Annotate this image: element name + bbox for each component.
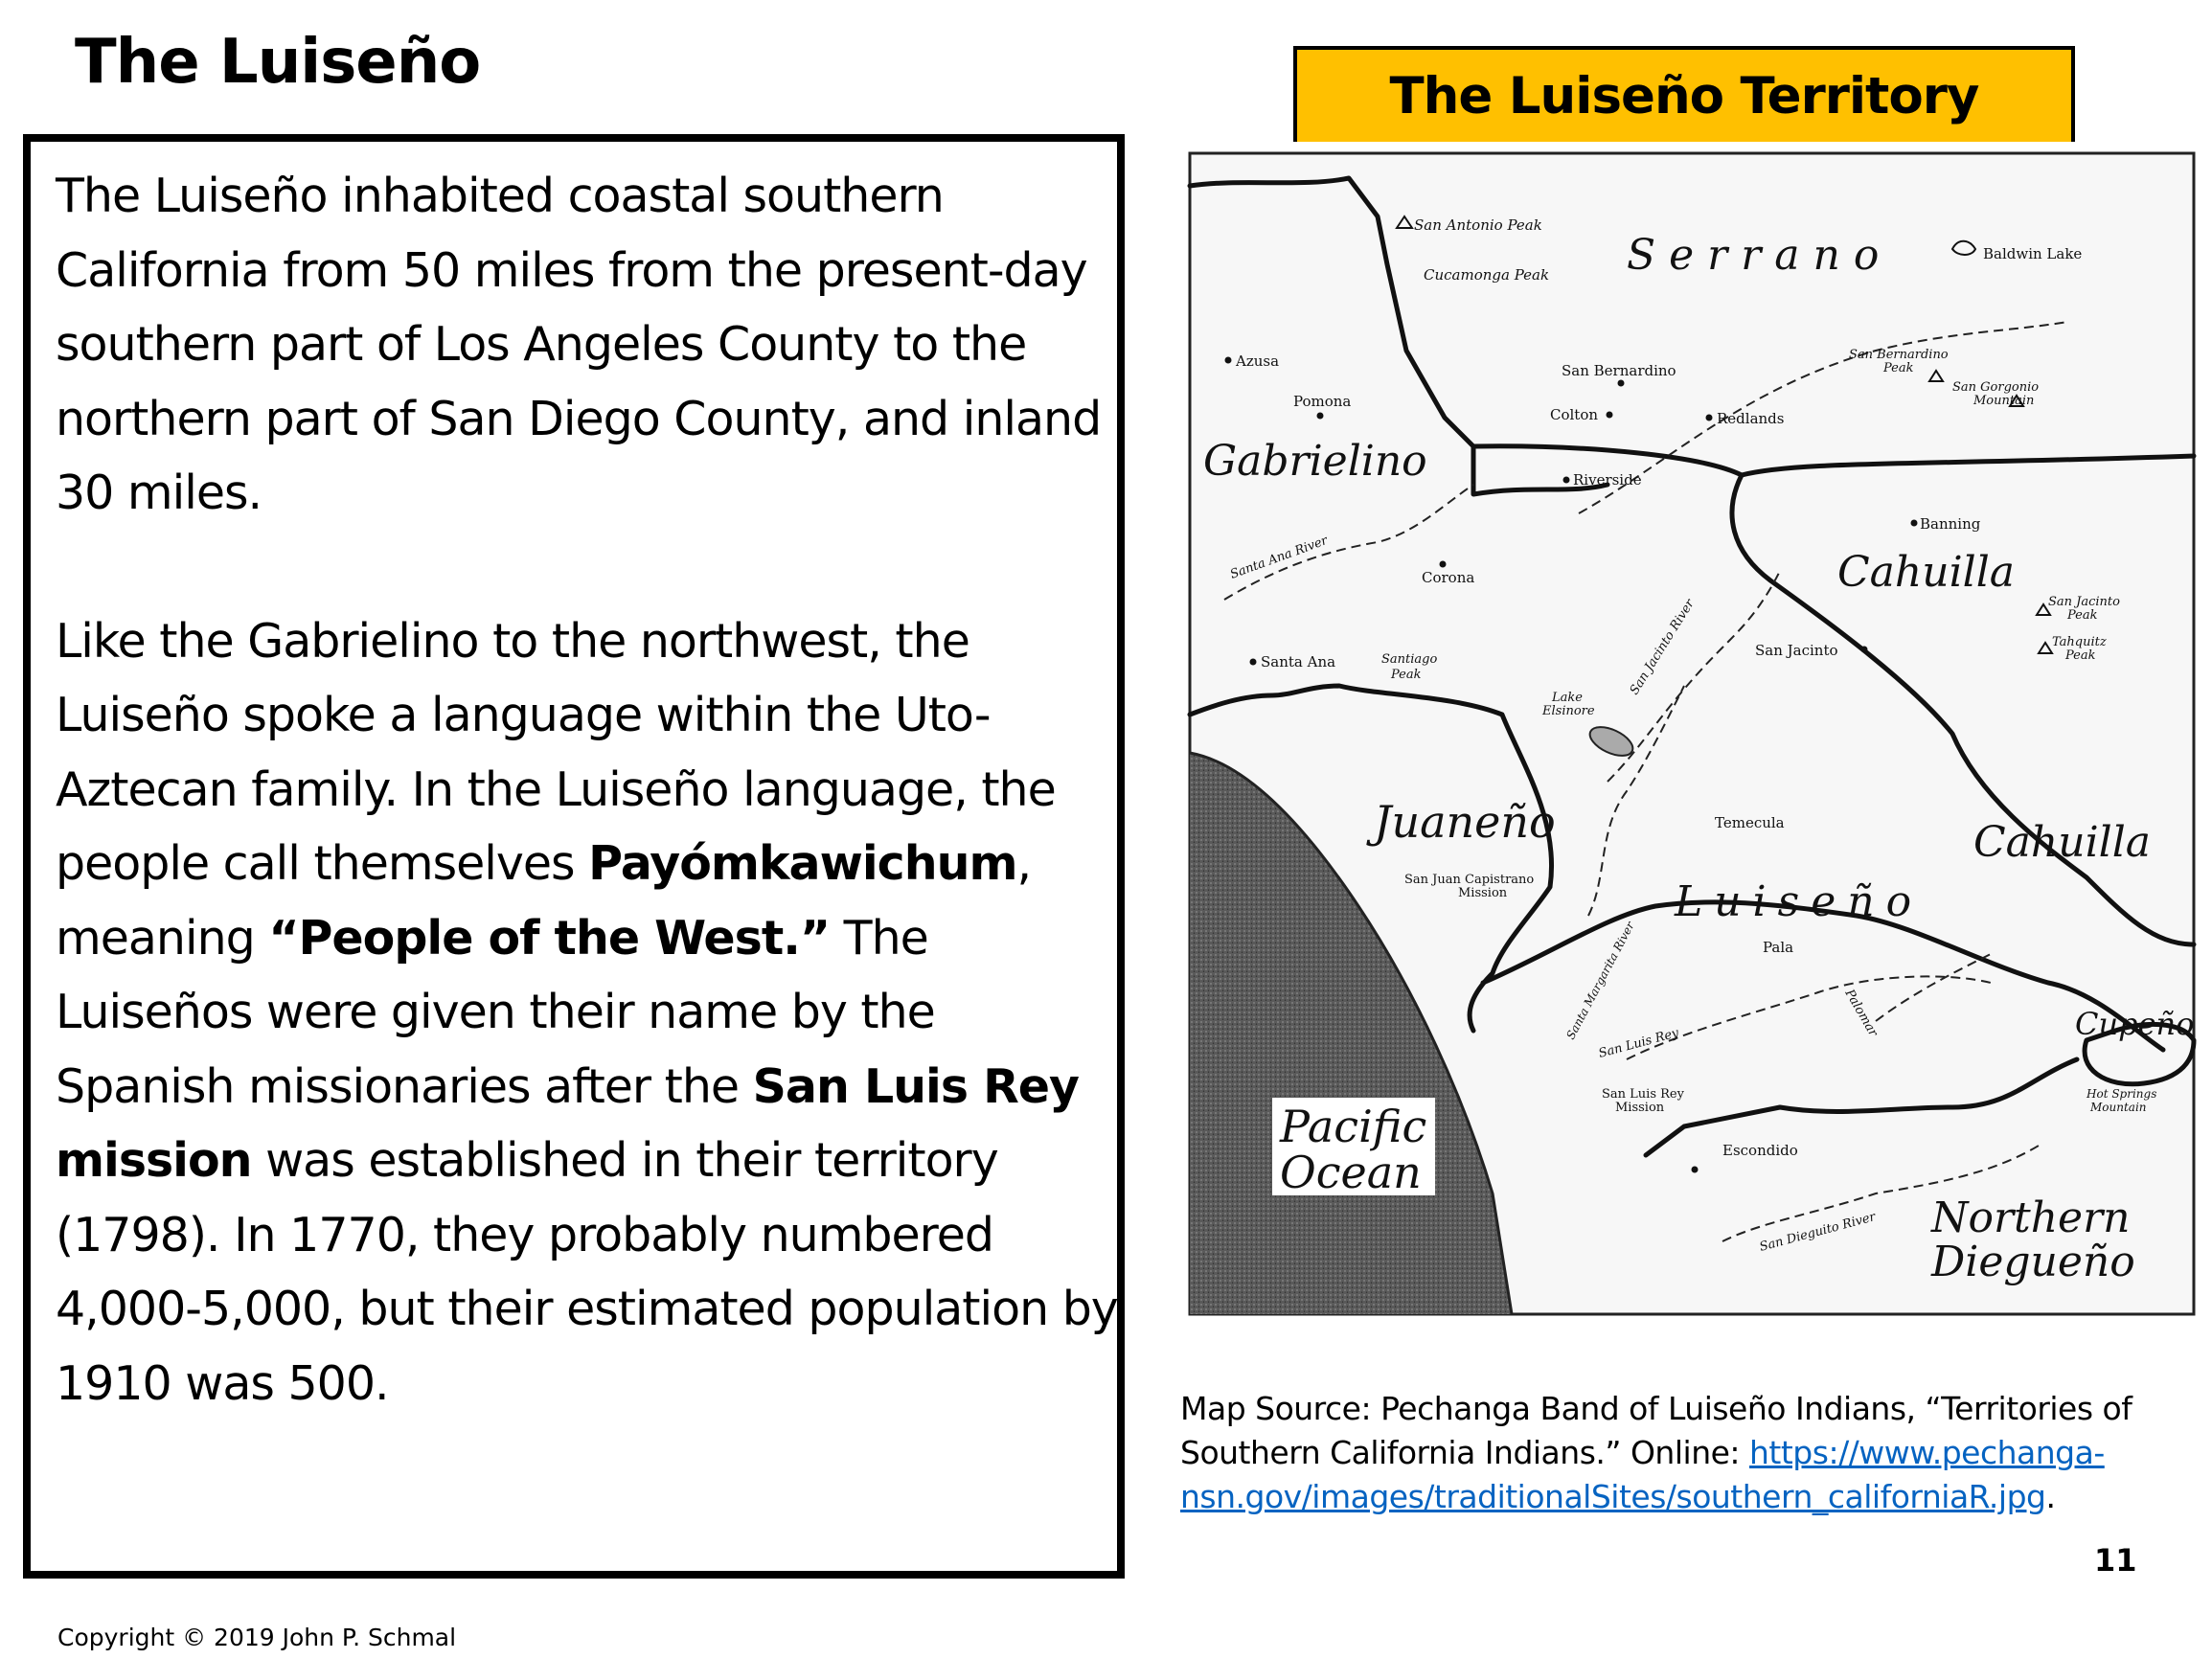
place-azusa: Azusa — [1236, 352, 1280, 370]
place-san-jacinto-peak-2: Peak — [2067, 608, 2098, 623]
source-text: Map Source: Pechanga Band of Luiseño Indians, “Territories of Southern California Indians.” Online: — [1180, 1390, 2132, 1471]
place-palomar: Palomar — [1841, 987, 1881, 1039]
place-santa-ana: Santa Ana — [1261, 653, 1336, 670]
place-san-bernardino-peak-1: San Bernardino — [1849, 348, 1949, 362]
territory-label: The Luiseño Territory — [1293, 46, 2075, 142]
source-link[interactable]: https://www.pechanga-nsn.gov/images/traditionalSites/southern_californiaR.jpg — [1180, 1434, 2105, 1515]
place-san-luis-rey-river: San Luis Rey — [1597, 1026, 1681, 1061]
region-gabrielino: Gabrielino — [1203, 437, 1427, 486]
region-serrano: Serrano — [1627, 231, 1893, 280]
place-hot-springs-mountain-1: Hot Springs — [2087, 1087, 2157, 1101]
region-luiseno: Luiseño — [1675, 877, 1924, 926]
paragraph-2 — [56, 604, 1119, 1421]
region-northern-diegueno-2: Diegueño — [1931, 1238, 2135, 1286]
map-source-citation — [1180, 1387, 2148, 1519]
place-san-jacinto: San Jacinto — [1755, 642, 1838, 659]
place-lake-elsinore-2: Elsinore — [1542, 704, 1595, 718]
paragraph-1: The Luiseño inhabited coastal southern California from 50 miles from the present-day southern part of Los Angeles County to the northern part of San Diego County, and inland 30 miles. — [56, 169, 1102, 520]
page-title: The Luiseño — [75, 27, 481, 98]
native-name: Payómkawichum — [588, 836, 1017, 891]
region-juaneno: Juaneño — [1374, 796, 1556, 848]
place-santa-ana-river: Santa Ana River — [1228, 534, 1330, 582]
place-corona: Corona — [1422, 569, 1475, 586]
place-san-gorgonio-2: Mountain — [1973, 394, 2035, 408]
pacific-label-line1: Pacific — [1280, 1101, 1427, 1152]
p2-text-a: Like the Gabrielino to the northwest, the Luiseño spoke a language within the Uto-Aztecan family. In the Luiseño language, the people call themselves — [56, 613, 1056, 891]
p2-text-e: The Luiseños were given their name by the Spanish missionaries after the — [56, 910, 935, 1114]
place-pala: Pala — [1763, 939, 1794, 956]
region-cupeno: Cupeño — [2075, 1006, 2195, 1042]
name-meaning: “People of the West.” — [268, 910, 831, 966]
description-text — [56, 159, 1119, 1420]
p2-text-c: , meaning — [56, 836, 1032, 966]
place-riverside: Riverside — [1573, 471, 1642, 489]
place-santa-margarita-river: Santa Margarita River — [1563, 920, 1637, 1042]
place-san-jacinto-peak-1: San Jacinto — [2048, 595, 2120, 609]
place-cucamonga-peak: Cucamonga Peak — [1424, 266, 1550, 284]
place-san-luis-rey-mission-2: Mission — [1615, 1101, 1665, 1115]
region-northern-diegueno-1: Northern — [1931, 1193, 2131, 1242]
region-cahuilla-east: Cahuilla — [1973, 818, 2152, 867]
place-hot-springs-mountain-2: Mountain — [2090, 1101, 2147, 1114]
place-banning: Banning — [1920, 515, 1981, 533]
pacific-ocean-label — [1272, 1098, 1435, 1198]
place-tahquitz-peak-2: Peak — [2065, 648, 2096, 663]
territory-map-svg — [1186, 149, 2198, 1318]
place-santiago-peak-2: Peak — [1391, 668, 1422, 682]
territory-map — [1186, 149, 2198, 1318]
place-san-gorgonio-1: San Gorgonio — [1952, 380, 2040, 395]
page-number: 11 — [2094, 1542, 2137, 1579]
description-box — [23, 134, 1125, 1579]
copyright-notice: Copyright © 2019 John P. Schmal — [57, 1624, 457, 1651]
place-san-antonio-peak: San Antonio Peak — [1414, 216, 1542, 234]
place-temecula: Temecula — [1715, 814, 1785, 831]
place-redlands: Redlands — [1717, 410, 1785, 427]
place-escondido: Escondido — [1722, 1142, 1798, 1159]
place-capistrano-2: Mission — [1458, 886, 1508, 900]
mission-name: San Luis Rey mission — [56, 1058, 1079, 1188]
place-san-dieguito-river: San Dieguito River — [1758, 1210, 1878, 1255]
place-santiago-peak-1: Santiago — [1381, 652, 1438, 667]
place-san-bernardino-peak-2: Peak — [1883, 361, 1914, 375]
place-san-luis-rey-mission-1: San Luis Rey — [1602, 1087, 1684, 1102]
place-san-jacinto-river: San Jacinto River — [1627, 597, 1698, 698]
place-capistrano-1: San Juan Capistrano — [1404, 873, 1535, 887]
region-cahuilla-north: Cahuilla — [1837, 548, 2016, 597]
pacific-label-line2: Ocean — [1280, 1147, 1422, 1198]
place-pomona: Pomona — [1293, 393, 1352, 410]
place-colton: Colton — [1550, 406, 1599, 423]
p2-text-g: was established in their territory (1798). In 1770, they probably numbered 4,000-5,000, but their estimated population by 1910 was 500. — [56, 1133, 1118, 1411]
place-lake-elsinore-1: Lake — [1552, 691, 1583, 705]
place-san-bernardino: San Bernardino — [1562, 362, 1676, 379]
place-baldwin-lake: Baldwin Lake — [1983, 245, 2083, 262]
source-end: . — [2045, 1478, 2056, 1515]
place-tahquitz-peak-1: Tahquitz — [2052, 635, 2107, 649]
